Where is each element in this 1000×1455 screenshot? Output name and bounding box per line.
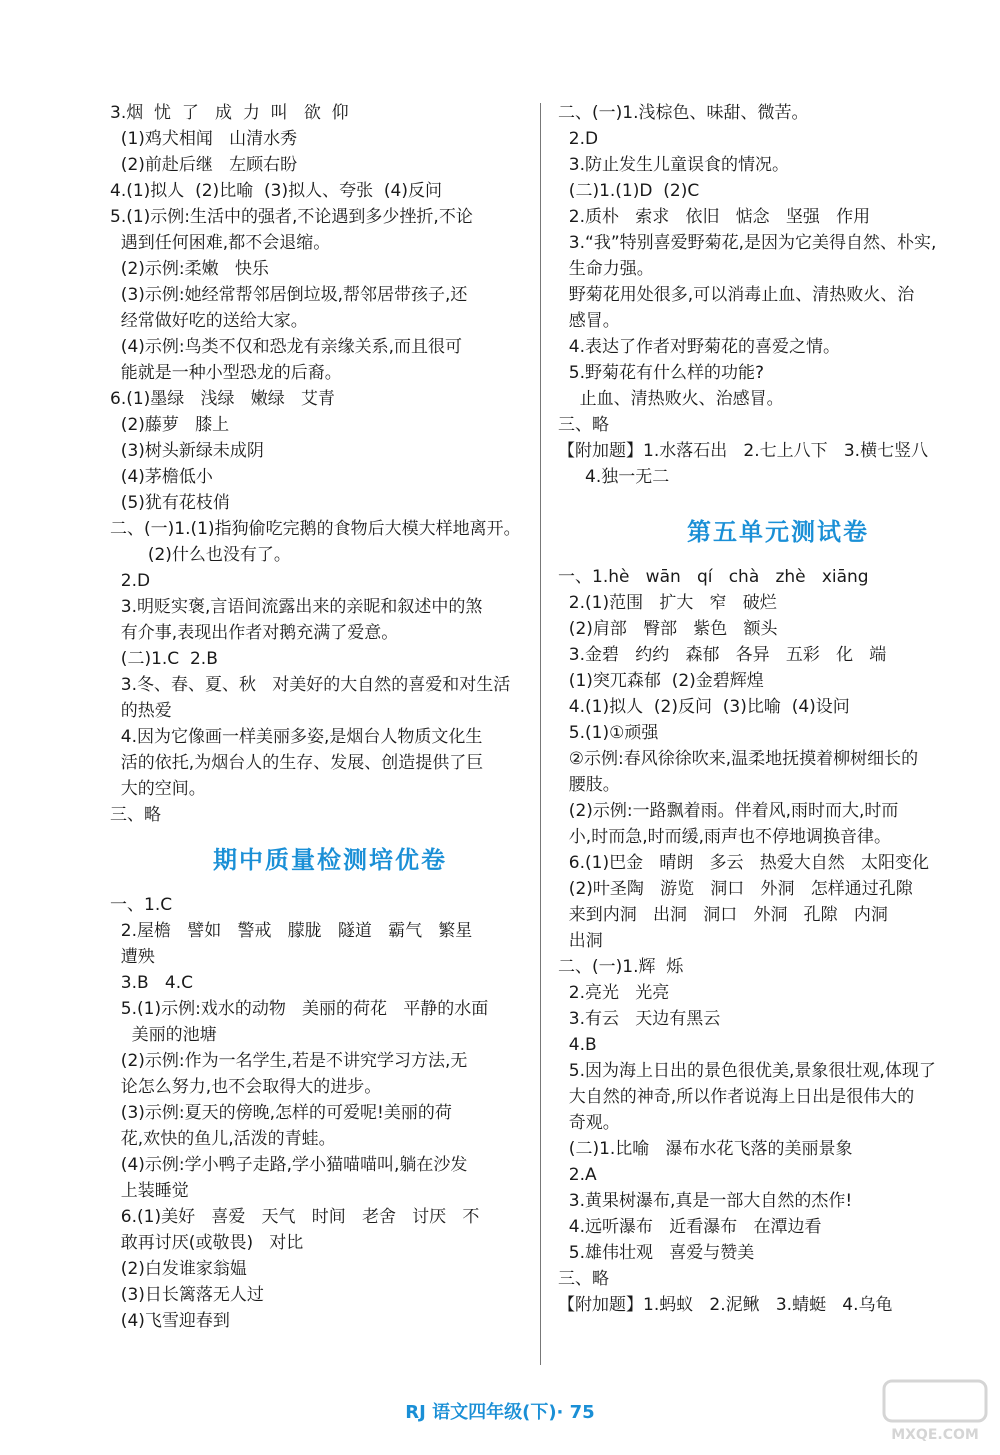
answer-line: 2.D: [558, 129, 599, 149]
answer-line: 生命力强。: [558, 259, 654, 279]
answer-line: 遭殃: [110, 947, 155, 967]
answer-line: (4)茅檐低小: [110, 467, 213, 487]
answer-line: 【附加题】1.蚂蚁 2.泥鳅 3.蜻蜓 4.乌龟: [558, 1295, 893, 1315]
answer-line: 2.D: [110, 571, 151, 591]
answer-line: (1)突兀森郁 (2)金碧辉煌: [558, 671, 764, 691]
answer-line: 3.明贬实褒,言语间流露出来的亲昵和叙述中的煞: [110, 597, 483, 617]
answer-line: (3)日长篱落无人过: [110, 1285, 264, 1305]
answer-line: (二)1.比喻 瀑布水花飞落的美丽景象: [558, 1139, 853, 1159]
answer-line: 5.(1)示例:戏水的动物 美丽的荷花 平静的水面: [110, 999, 489, 1019]
answer-line: 大的空间。: [110, 779, 206, 799]
answer-line: 6.(1)墨绿 浅绿 嫩绿 艾青: [110, 389, 335, 409]
answer-line: 经常做好吃的送给大家。: [110, 311, 308, 331]
answer-line: 6.(1)美好 喜爱 天气 时间 老舍 讨厌 不: [110, 1207, 480, 1227]
section-title: 期中质量检测培优卷: [213, 846, 447, 874]
answer-line: (4)示例:鸟类不仅和恐龙有亲缘关系,而且很可: [110, 337, 463, 357]
answer-line: 止血、清热败火、治感冒。: [558, 389, 784, 409]
answer-line: (二)1.C 2.B: [110, 649, 218, 669]
answer-line: [558, 490, 998, 500]
page-footer: RJ 语文四年级(下)· 75: [405, 1402, 595, 1423]
answer-line: (二)1.(1)D (2)C: [558, 181, 700, 201]
answer-line: 5.野菊花有什么样的功能?: [558, 363, 765, 383]
answer-line: 来到内洞 出洞 洞口 外洞 孔隙 内洞: [558, 905, 888, 925]
answer-line: 4.(1)拟人 (2)反问 (3)比喻 (4)设问: [558, 697, 850, 717]
answer-line: 有介事,表现出作者对鹅充满了爱意。: [110, 623, 399, 643]
answer-line: 2.屋檐 譬如 警戒 朦胧 隧道 霸气 繁星: [110, 921, 473, 941]
answer-line: 5.因为海上日出的景色很优美,景象很壮观,体现了: [558, 1061, 936, 1081]
answer-line: 小,时而急,时而缓,雨声也不停地调换音律。: [558, 827, 892, 847]
answer-line: (2)藤萝 膝上: [110, 415, 230, 435]
answer-line: 5.(1)①顽强: [558, 723, 659, 743]
answer-line: (4)飞雪迎春到: [110, 1311, 230, 1331]
answer-line: 【附加题】1.水落石出 2.七上八下 3.横七竖八: [558, 441, 929, 461]
answer-line: (3)树头新绿未成阴: [110, 441, 264, 461]
answer-line: 4.表达了作者对野菊花的喜爱之情。: [558, 337, 841, 357]
answer-line: 5.雄伟壮观 喜爱与赞美: [558, 1243, 755, 1263]
watermark-logo-icon: [880, 1377, 990, 1447]
answer-line: 2.A: [558, 1165, 597, 1185]
answer-line: (2)前赴后继 左顾右盼: [110, 155, 298, 175]
answer-line: (2)示例:柔嫩 快乐: [110, 259, 269, 279]
answer-line: 奇观。: [558, 1113, 620, 1133]
answer-line: (3)示例:她经常帮邻居倒垃圾,帮邻居带孩子,还: [110, 285, 468, 305]
section-title: 第五单元测试卷: [687, 518, 869, 546]
answer-line: 美丽的池塘: [110, 1025, 217, 1045]
answer-line: 三、略: [110, 805, 161, 825]
answer-line: (2)示例:作为一名学生,若是不讲究学习方法,无: [110, 1051, 468, 1071]
answer-line: (1)鸡犬相闻 山清水秀: [110, 129, 298, 149]
answer-line: (2)叶圣陶 游览 洞口 外洞 怎样通过孔隙: [558, 879, 913, 899]
answer-line: 4.远听瀑布 近看瀑布 在潭边看: [558, 1217, 822, 1237]
watermark-text: MXQE.COM: [891, 1427, 979, 1443]
answer-line: 敢再讨厌(或敬畏) 对比: [110, 1233, 304, 1253]
answer-line: 3.金碧 约约 森郁 各异 五彩 化 端: [558, 645, 887, 665]
column-divider: [540, 103, 541, 1365]
answer-line: 一、1.C: [110, 895, 173, 915]
answer-line: 2.亮光 光亮: [558, 983, 670, 1003]
answer-line: 大自然的神奇,所以作者说海上日出是很伟大的: [558, 1087, 915, 1107]
answer-line: 活的依托,为烟台人的生存、发展、创造提供了巨: [110, 753, 484, 773]
left-answer-column: [110, 100, 550, 1334]
answer-line: 2.(1)范围 扩大 窄 破烂: [558, 593, 777, 613]
answer-line: 3.B 4.C: [110, 973, 193, 993]
answer-line: 3.有云 天边有黑云: [558, 1009, 721, 1029]
answer-line: 腰肢。: [558, 775, 620, 795]
answer-line: 野菊花用处很多,可以消毒止血、清热败火、治: [558, 285, 915, 305]
answer-line: (2)白发谁家翁媪: [110, 1259, 247, 1279]
right-answer-column: [558, 100, 998, 1318]
answer-line: (4)示例:学小鸭子走路,学小猫喵喵叫,躺在沙发: [110, 1155, 468, 1175]
answer-line: 遇到任何困难,都不会退缩。: [110, 233, 331, 253]
answer-line: 3.防止发生儿童误食的情况。: [558, 155, 790, 175]
answer-line: 三、略: [558, 1269, 609, 1289]
answer-line: (2)肩部 臀部 紫色 额头: [558, 619, 778, 639]
answer-line: ②示例:春风徐徐吹来,温柔地抚摸着柳树细长的: [558, 749, 919, 769]
answer-line: 4.B: [558, 1035, 597, 1055]
answer-line: 2.质朴 索求 依旧 惦念 坚强 作用: [558, 207, 871, 227]
answer-line: 上装睡觉: [110, 1181, 189, 1201]
answer-line: (2)示例:一路飘着雨。伴着风,雨时而大,时而: [558, 801, 899, 821]
answer-line: 4.(1)拟人 (2)比喻 (3)拟人、夸张 (4)反问: [110, 181, 442, 201]
answer-line: 二、(一)1.(1)指狗偷吃完鹅的食物后大模大样地离开。: [110, 519, 521, 539]
answer-line: 4.独一无二: [558, 467, 670, 487]
answer-line: 二、(一)1.浅棕色、味甜、微苦。: [558, 103, 809, 123]
answer-line: (5)犹有花枝俏: [110, 493, 230, 513]
answer-line: 3.烟 忧 了 成 力 叫 欲 仰: [110, 103, 349, 123]
answer-line: 4.因为它像画一样美丽多姿,是烟台人物质文化生: [110, 727, 483, 747]
answer-line: 6.(1)巴金 晴朗 多云 热爱大自然 太阳变化: [558, 853, 929, 873]
answer-line: 3.“我”特别喜爱野菊花,是因为它美得自然、朴实,: [558, 233, 937, 253]
answer-line: 3.黄果树瀑布,真是一部大自然的杰作!: [558, 1191, 853, 1211]
answer-line: 感冒。: [558, 311, 620, 331]
answer-line: 论怎么努力,也不会取得大的进步。: [110, 1077, 382, 1097]
answer-line: 3.冬、春、夏、秋 对美好的大自然的喜爱和对生活: [110, 675, 511, 695]
answer-line: 能就是一种小型恐龙的后裔。: [110, 363, 342, 383]
answer-line: (3)示例:夏天的傍晚,怎样的可爱呢!美丽的荷: [110, 1103, 452, 1123]
answer-line: 花,欢快的鱼儿,活泼的青蛙。: [110, 1129, 336, 1149]
answer-line: (2)什么也没有了。: [110, 545, 291, 565]
answer-line: 的热爱: [110, 701, 172, 721]
answer-line: 5.(1)示例:生活中的强者,不论遇到多少挫折,不论: [110, 207, 473, 227]
answer-line: 出洞: [558, 931, 603, 951]
answer-line: 三、略: [558, 415, 609, 435]
answer-line: 一、1.hè wān qí chà zhè xiāng: [558, 567, 869, 587]
answer-line: 二、(一)1.辉 烁: [558, 957, 684, 977]
